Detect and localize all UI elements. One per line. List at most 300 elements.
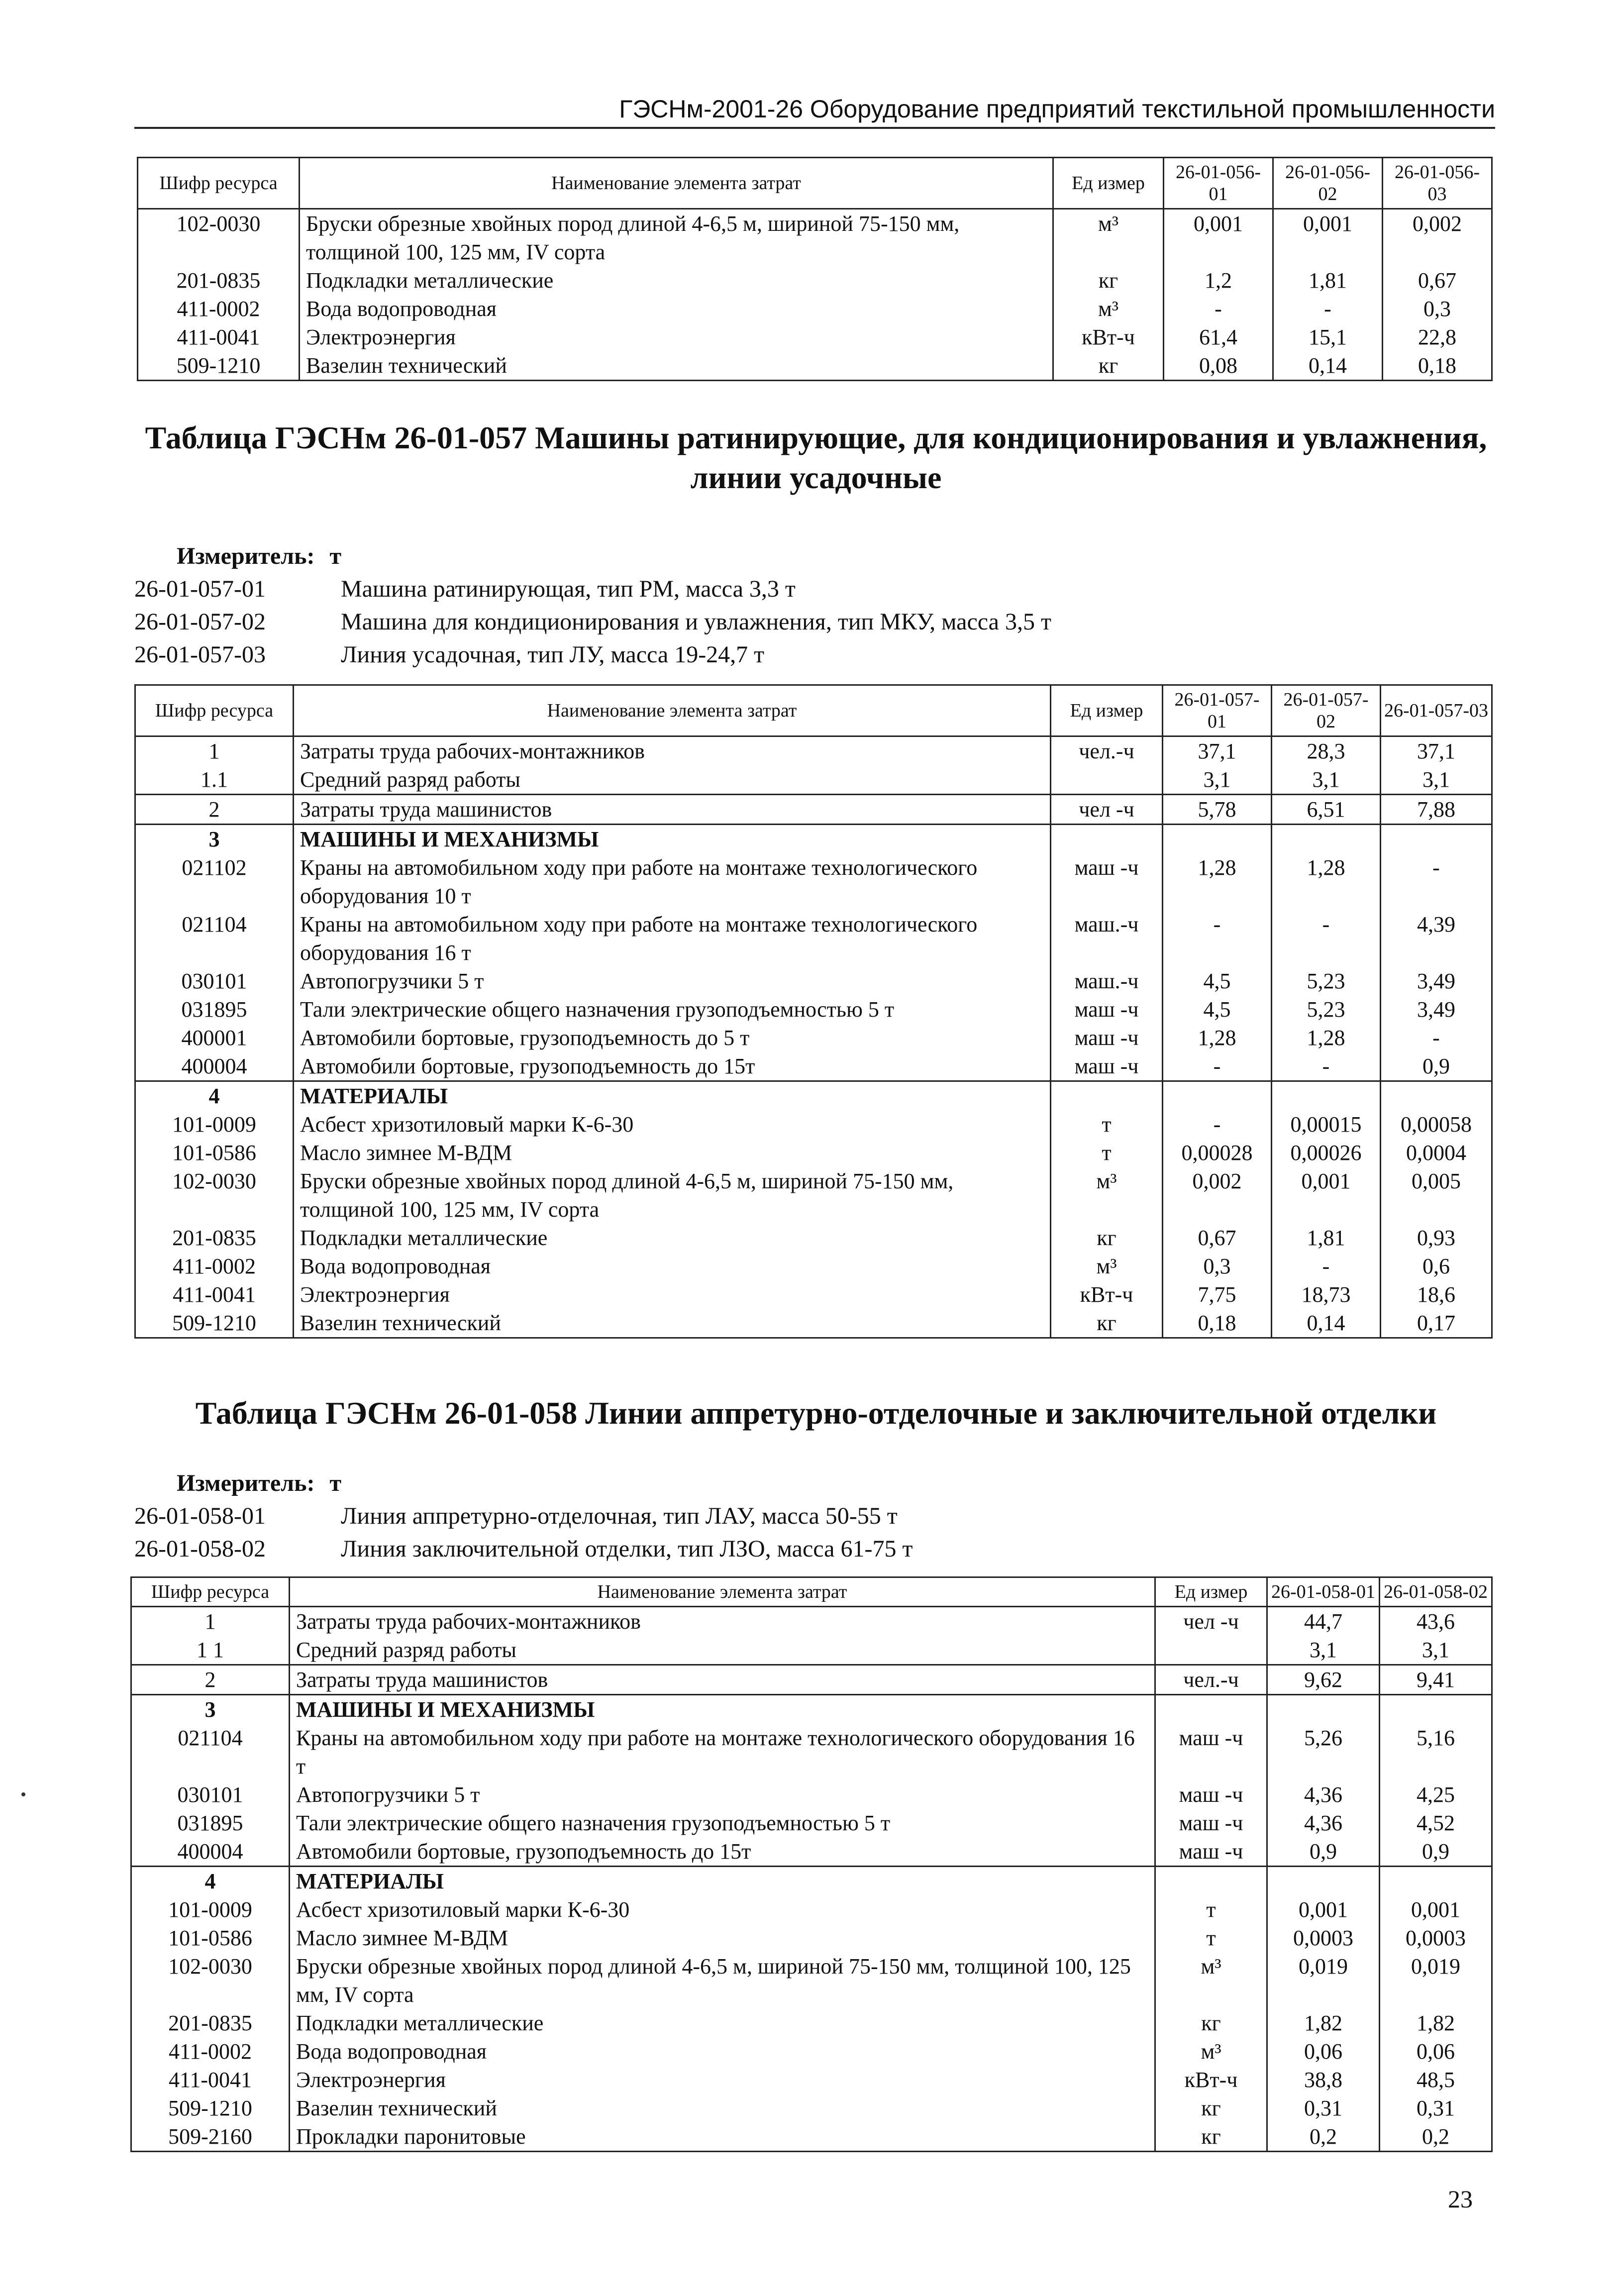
unit-cell: т — [1051, 1110, 1163, 1139]
table-row — [131, 1837, 1492, 1867]
page-number: 23 — [1448, 2185, 1473, 2213]
unit-cell: маш -ч — [1155, 1780, 1267, 1809]
table-row — [131, 2066, 1492, 2094]
value-cell: 9,41 — [1380, 1665, 1492, 1695]
value-cell: 1,2 — [1164, 266, 1273, 295]
item-description: Линия аппретурно-отделочная, тип ЛАУ, масса 50-55 т — [341, 1503, 898, 1529]
value-cell: 3,1 — [1163, 765, 1272, 795]
resource-code: 2 — [131, 1665, 290, 1695]
section-row — [131, 1695, 1492, 1724]
resource-name: Подкладки металлические — [290, 2009, 1155, 2037]
value-cell: 0,9 — [1381, 1052, 1492, 1081]
value-cell — [1267, 1695, 1380, 1724]
value-cell: 4,36 — [1267, 1780, 1380, 1809]
value-cell: 18,73 — [1272, 1280, 1381, 1309]
resource-name: Вазелин технический — [294, 1309, 1051, 1338]
value-cell: - — [1163, 910, 1272, 967]
value-cell: - — [1164, 295, 1273, 323]
value-cell: 0,06 — [1380, 2037, 1492, 2066]
item-description: Машина для кондиционирования и увлажнения, тип МКУ, масса 3,5 т — [341, 609, 1051, 635]
resource-name: Автопогрузчики 5 т — [290, 1780, 1155, 1809]
table-row — [131, 2009, 1492, 2037]
unit-cell — [1051, 825, 1163, 854]
value-cell: 1,28 — [1163, 1024, 1272, 1052]
resource-name: Подкладки металлические — [294, 1224, 1051, 1252]
meter-unit: т — [329, 543, 342, 569]
section-title-058: Таблица ГЭСНм 26-01-058 Линии аппретурно-отделочные и заключительной отделки — [195, 1395, 1437, 1431]
header-column-code: 26-01-058-01 — [1267, 1577, 1380, 1607]
header-column-code: 26-01-058-02 — [1380, 1577, 1492, 1607]
value-cell: 0,9 — [1380, 1837, 1492, 1867]
resource-code: 411-0041 — [138, 323, 300, 351]
value-cell — [1163, 825, 1272, 854]
resource-code: 509-2160 — [131, 2122, 290, 2152]
value-cell: 0,3 — [1163, 1252, 1272, 1280]
value-cell: 0,06 — [1267, 2037, 1380, 2066]
resource-code: 101-0586 — [135, 1139, 294, 1167]
value-cell: 5,23 — [1272, 967, 1381, 995]
value-cell: 0,14 — [1273, 351, 1383, 381]
resource-name: Бруски обрезные хвойных пород длиной 4-6,5 м, шириной 75-150 мм, толщиной 100, 125 мм, IV сорта — [290, 1952, 1155, 2009]
value-cell: 3,1 — [1267, 1636, 1380, 1665]
value-cell: 1,81 — [1272, 1224, 1381, 1252]
resource-name: Бруски обрезные хвойных пород длиной 4-6,5 м, шириной 75-150 мм, толщиной 100, 125 мм, IV сорта — [294, 1167, 1051, 1224]
resource-name: Краны на автомобильном ходу при работе на монтаже технологического оборудования 16 т — [294, 910, 1051, 967]
resource-name: Краны на автомобильном ходу при работе на монтаже технологического оборудования 10 т — [294, 853, 1051, 910]
unit-cell: кВт-ч — [1051, 1280, 1163, 1309]
resource-code: 021104 — [135, 910, 294, 967]
value-cell: 0,019 — [1380, 1952, 1492, 2009]
value-cell: 1,81 — [1273, 266, 1383, 295]
table-row — [131, 1780, 1492, 1809]
section-row — [131, 1867, 1492, 1896]
table-row — [138, 323, 1492, 351]
resource-code: 030101 — [131, 1780, 290, 1809]
resource-code: 021102 — [135, 853, 294, 910]
unit-cell: кг — [1051, 1224, 1163, 1252]
resource-code: 101-0586 — [131, 1924, 290, 1952]
table-row — [135, 1167, 1492, 1224]
table-row — [135, 736, 1492, 766]
value-cell: 0,9 — [1267, 1837, 1380, 1867]
resource-code: 1 1 — [131, 1636, 290, 1665]
unit-cell: кг — [1051, 1309, 1163, 1338]
resource-name: Затраты труда рабочих-монтажников — [290, 1607, 1155, 1636]
header-unit: Ед измер — [1051, 685, 1163, 736]
table-row — [135, 1309, 1492, 1338]
value-cell: 0,18 — [1383, 351, 1492, 381]
meter-item — [134, 1533, 913, 1565]
value-cell: 0,2 — [1267, 2122, 1380, 2152]
value-cell: 0,001 — [1272, 1167, 1381, 1224]
resource-code: 411-0002 — [131, 2037, 290, 2066]
value-cell: 0,002 — [1163, 1167, 1272, 1224]
value-cell: 0,0003 — [1380, 1924, 1492, 1952]
resource-code: 201-0835 — [138, 266, 300, 295]
table-row — [131, 1895, 1492, 1924]
resource-name: Краны на автомобильном ходу при работе на монтаже технологического оборудования 16 т — [290, 1724, 1155, 1780]
resource-name: Подкладки металлические — [300, 266, 1053, 295]
unit-cell — [1051, 1081, 1163, 1111]
meter-block-058 — [134, 1467, 913, 1565]
unit-cell — [1155, 1636, 1267, 1665]
resource-name: Тали электрические общего назначения грузоподъемностью 5 т — [294, 995, 1051, 1024]
value-cell: 5,78 — [1163, 795, 1272, 825]
table-row — [135, 995, 1492, 1024]
value-cell: 5,26 — [1267, 1724, 1380, 1780]
value-cell: 1,28 — [1163, 853, 1272, 910]
resource-name: Электроэнергия — [300, 323, 1053, 351]
table-row — [131, 1607, 1492, 1636]
unit-cell: маш -ч — [1051, 995, 1163, 1024]
value-cell — [1381, 825, 1492, 854]
resource-name: Затраты труда машинистов — [294, 795, 1051, 825]
resource-code: 3 — [135, 825, 294, 854]
unit-cell: кг — [1053, 351, 1164, 381]
meter-label: Измеритель: — [177, 1470, 315, 1496]
resource-table-058 — [130, 1576, 1493, 2152]
value-cell: 1,82 — [1380, 2009, 1492, 2037]
resource-code: 411-0002 — [135, 1252, 294, 1280]
resource-name: Вода водопроводная — [290, 2037, 1155, 2066]
header-column-code: 26-01-056-01 — [1164, 158, 1273, 209]
unit-cell: м³ — [1053, 295, 1164, 323]
value-cell — [1267, 1867, 1380, 1896]
value-cell: 38,8 — [1267, 2066, 1380, 2094]
value-cell: 5,16 — [1380, 1724, 1492, 1780]
value-cell: 0,005 — [1381, 1167, 1492, 1224]
value-cell: 0,0004 — [1381, 1139, 1492, 1167]
value-cell: 0,67 — [1383, 266, 1492, 295]
resource-code: 411-0041 — [131, 2066, 290, 2094]
meter-item — [134, 573, 1051, 606]
unit-cell: кг — [1155, 2009, 1267, 2037]
value-cell: 0,31 — [1380, 2094, 1492, 2122]
value-cell: 0,6 — [1381, 1252, 1492, 1280]
table-row — [135, 910, 1492, 967]
unit-cell: м³ — [1155, 2037, 1267, 2066]
section-row — [135, 1081, 1492, 1111]
resource-code: 102-0030 — [138, 209, 300, 267]
table-row — [138, 295, 1492, 323]
resource-code: 101-0009 — [131, 1895, 290, 1924]
resource-code: 021104 — [131, 1724, 290, 1780]
item-code: 26-01-058-01 — [134, 1503, 266, 1529]
value-cell: 0,67 — [1163, 1224, 1272, 1252]
resource-code: 031895 — [131, 1809, 290, 1837]
meter-item — [134, 606, 1051, 638]
unit-cell: кг — [1155, 2122, 1267, 2152]
value-cell: 7,75 — [1163, 1280, 1272, 1309]
value-cell: 3,1 — [1272, 765, 1381, 795]
value-cell: 0,18 — [1163, 1309, 1272, 1338]
header-code: Шифр ресурса — [135, 685, 294, 736]
resource-name: Вазелин технический — [290, 2094, 1155, 2122]
table-row — [135, 1139, 1492, 1167]
table-row — [135, 1110, 1492, 1139]
unit-cell: м³ — [1155, 1952, 1267, 2009]
unit-cell: чел -ч — [1051, 795, 1163, 825]
meter-label: Измеритель: — [177, 543, 315, 569]
header-unit: Ед измер — [1053, 158, 1164, 209]
unit-cell: маш -ч — [1155, 1724, 1267, 1780]
resource-code: 400004 — [135, 1052, 294, 1081]
header-name: Наименование элемента затрат — [290, 1577, 1155, 1607]
value-cell: 37,1 — [1163, 736, 1272, 766]
resource-code: 2 — [135, 795, 294, 825]
resource-code: 3 — [131, 1695, 290, 1724]
item-code: 26-01-057-01 — [134, 576, 266, 602]
value-cell: 0,00015 — [1272, 1110, 1381, 1139]
table-row — [131, 1952, 1492, 2009]
value-cell: 4,5 — [1163, 967, 1272, 995]
header-column-code: 26-01-057-01 — [1163, 685, 1272, 736]
unit-cell: маш.-ч — [1051, 967, 1163, 995]
value-cell: 43,6 — [1380, 1607, 1492, 1636]
value-cell: 0,00028 — [1163, 1139, 1272, 1167]
table-row — [135, 1052, 1492, 1081]
resource-name: МАТЕРИАЛЫ — [290, 1867, 1155, 1896]
unit-cell: чел -ч — [1155, 1607, 1267, 1636]
resource-code: 102-0030 — [131, 1952, 290, 2009]
unit-cell: м³ — [1051, 1252, 1163, 1280]
meter-unit: т — [329, 1470, 342, 1496]
value-cell: 44,7 — [1267, 1607, 1380, 1636]
header-unit: Ед измер — [1155, 1577, 1267, 1607]
unit-cell: м³ — [1051, 1167, 1163, 1224]
resource-code: 1.1 — [135, 765, 294, 795]
resource-name: Автопогрузчики 5 т — [294, 967, 1051, 995]
resource-name: Электроэнергия — [290, 2066, 1155, 2094]
table-row — [135, 967, 1492, 995]
value-cell: 7,88 — [1381, 795, 1492, 825]
table-header-row — [131, 1577, 1492, 1607]
resource-code: 102-0030 — [135, 1167, 294, 1224]
value-cell: 0,2 — [1380, 2122, 1492, 2152]
resource-name: Бруски обрезные хвойных пород длиной 4-6,5 м, шириной 75-150 мм, толщиной 100, 125 мм, IV сорта — [300, 209, 1053, 267]
meter-item — [134, 638, 1051, 671]
table-row — [131, 1724, 1492, 1780]
value-cell: 28,3 — [1272, 736, 1381, 766]
table-row — [138, 266, 1492, 295]
value-cell: - — [1163, 1052, 1272, 1081]
value-cell: 61,4 — [1164, 323, 1273, 351]
table-row — [131, 1809, 1492, 1837]
resource-name: Прокладки паронитовые — [290, 2122, 1155, 2152]
table-row — [131, 2122, 1492, 2152]
meter-line — [134, 1467, 913, 1500]
value-cell: 4,52 — [1380, 1809, 1492, 1837]
resource-name: Автомобили бортовые, грузоподъемность до 5 т — [294, 1024, 1051, 1052]
value-cell: 0,00026 — [1272, 1139, 1381, 1167]
unit-cell: кВт-ч — [1053, 323, 1164, 351]
value-cell: 0,0003 — [1267, 1924, 1380, 1952]
value-cell: 48,5 — [1380, 2066, 1492, 2094]
value-cell — [1380, 1867, 1492, 1896]
resource-code: 4 — [131, 1867, 290, 1896]
value-cell: 0,14 — [1272, 1309, 1381, 1338]
unit-cell: маш.-ч — [1051, 910, 1163, 967]
resource-code: 031895 — [135, 995, 294, 1024]
value-cell: - — [1272, 1252, 1381, 1280]
table-row — [135, 1252, 1492, 1280]
unit-cell: м³ — [1053, 209, 1164, 267]
table-row — [135, 1280, 1492, 1309]
table-row — [138, 351, 1492, 381]
unit-cell: кВт-ч — [1155, 2066, 1267, 2094]
table-row — [131, 1924, 1492, 1952]
resource-name: Масло зимнее М-ВДМ — [294, 1139, 1051, 1167]
resource-code: 101-0009 — [135, 1110, 294, 1139]
resource-code: 030101 — [135, 967, 294, 995]
value-cell: 0,00058 — [1381, 1110, 1492, 1139]
item-description: Машина ратинирующая, тип РМ, масса 3,3 т — [341, 576, 796, 602]
resource-code: 400001 — [135, 1024, 294, 1052]
value-cell: 18,6 — [1381, 1280, 1492, 1309]
resource-table-057 — [134, 684, 1493, 1339]
unit-cell — [1155, 1695, 1267, 1724]
header-column-code: 26-01-057-03 — [1381, 685, 1492, 736]
table-row — [131, 2094, 1492, 2122]
resource-code: 1 — [131, 1607, 290, 1636]
unit-cell: т — [1051, 1139, 1163, 1167]
value-cell: - — [1272, 910, 1381, 967]
item-code: 26-01-057-02 — [134, 609, 266, 635]
unit-cell: маш -ч — [1051, 1024, 1163, 1052]
unit-cell: маш -ч — [1155, 1837, 1267, 1867]
resource-name: МАШИНЫ И МЕХАНИЗМЫ — [294, 825, 1051, 854]
unit-cell: маш -ч — [1155, 1809, 1267, 1837]
value-cell: 0,001 — [1164, 209, 1273, 267]
header-code: Шифр ресурса — [131, 1577, 290, 1607]
unit-cell: т — [1155, 1924, 1267, 1952]
value-cell: 4,25 — [1380, 1780, 1492, 1809]
value-cell: - — [1163, 1110, 1272, 1139]
resource-name: Затраты труда машинистов — [290, 1665, 1155, 1695]
resource-name: МАТЕРИАЛЫ — [294, 1081, 1051, 1111]
value-cell: 0,17 — [1381, 1309, 1492, 1338]
value-cell — [1380, 1695, 1492, 1724]
value-cell: 5,23 — [1272, 995, 1381, 1024]
meter-block-057 — [134, 540, 1051, 671]
value-cell: 3,49 — [1381, 967, 1492, 995]
section-title-057: Таблица ГЭСНм 26-01-057 Машины ратинирующие, для кондиционирования и увлажнения, линии усадочные — [145, 420, 1487, 495]
unit-cell — [1155, 1867, 1267, 1896]
value-cell: - — [1273, 295, 1383, 323]
value-cell: 0,93 — [1381, 1224, 1492, 1252]
table-row — [135, 795, 1492, 825]
value-cell: 1,28 — [1272, 1024, 1381, 1052]
header-name: Наименование элемента затрат — [294, 685, 1051, 736]
resource-name: Вода водопроводная — [294, 1252, 1051, 1280]
resource-name: Асбест хризотиловый марки К-6-30 — [294, 1110, 1051, 1139]
value-cell — [1272, 825, 1381, 854]
resource-name: Тали электрические общего назначения грузоподъемностью 5 т — [290, 1809, 1155, 1837]
value-cell: - — [1381, 1024, 1492, 1052]
item-description: Линия усадочная, тип ЛУ, масса 19-24,7 т — [341, 641, 765, 668]
value-cell: 0,001 — [1273, 209, 1383, 267]
table-row — [135, 1024, 1492, 1052]
value-cell: - — [1272, 1052, 1381, 1081]
value-cell — [1163, 1081, 1272, 1111]
resource-code: 201-0835 — [135, 1224, 294, 1252]
resource-name: Автомобили бортовые, грузоподъемность до 15т — [290, 1837, 1155, 1867]
scan-dot — [21, 1792, 25, 1796]
value-cell: 3,1 — [1380, 1636, 1492, 1665]
item-code: 26-01-057-03 — [134, 641, 266, 668]
table-row — [135, 853, 1492, 910]
value-cell: 6,51 — [1272, 795, 1381, 825]
table-row — [131, 1665, 1492, 1695]
resource-name: Вазелин технический — [300, 351, 1053, 381]
table-row — [131, 2037, 1492, 2066]
resource-name: Средний разряд работы — [294, 765, 1051, 795]
value-cell: 0,002 — [1383, 209, 1492, 267]
value-cell: 0,001 — [1267, 1895, 1380, 1924]
value-cell — [1272, 1081, 1381, 1111]
value-cell: 0,019 — [1267, 1952, 1380, 2009]
value-cell: 9,62 — [1267, 1665, 1380, 1695]
value-cell — [1381, 1081, 1492, 1111]
value-cell: 0,001 — [1380, 1895, 1492, 1924]
item-code: 26-01-058-02 — [134, 1536, 266, 1562]
value-cell: 3,1 — [1381, 765, 1492, 795]
value-cell: 1,82 — [1267, 2009, 1380, 2037]
meter-item — [134, 1500, 913, 1533]
header-code: Шифр ресурса — [138, 158, 300, 209]
unit-cell: маш -ч — [1051, 853, 1163, 910]
resource-name: Вода водопроводная — [300, 295, 1053, 323]
table-row — [138, 209, 1492, 267]
unit-cell: кг — [1053, 266, 1164, 295]
header-column-code: 26-01-056-02 — [1273, 158, 1383, 209]
resource-code: 4 — [135, 1081, 294, 1111]
resource-code: 201-0835 — [131, 2009, 290, 2037]
table-row — [135, 1224, 1492, 1252]
resource-name: Электроэнергия — [294, 1280, 1051, 1309]
table-header-row — [138, 158, 1492, 209]
header-name: Наименование элемента затрат — [300, 158, 1053, 209]
value-cell: 4,39 — [1381, 910, 1492, 967]
value-cell: 1,28 — [1272, 853, 1381, 910]
resource-code: 411-0002 — [138, 295, 300, 323]
unit-cell — [1051, 765, 1163, 795]
value-cell: 0,08 — [1164, 351, 1273, 381]
unit-cell: чел.-ч — [1051, 736, 1163, 766]
unit-cell: чел.-ч — [1155, 1665, 1267, 1695]
section-row — [135, 825, 1492, 854]
resource-code: 509-1210 — [131, 2094, 290, 2122]
resource-name: Масло зимнее М-ВДМ — [290, 1924, 1155, 1952]
value-cell: 4,5 — [1163, 995, 1272, 1024]
value-cell: 3,49 — [1381, 995, 1492, 1024]
resource-name: Автомобили бортовые, грузоподъемность до 15т — [294, 1052, 1051, 1081]
resource-name: МАШИНЫ И МЕХАНИЗМЫ — [290, 1695, 1155, 1724]
value-cell: - — [1381, 853, 1492, 910]
resource-table-056 — [137, 157, 1493, 381]
unit-cell: т — [1155, 1895, 1267, 1924]
resource-name: Средний разряд работы — [290, 1636, 1155, 1665]
resource-code: 411-0041 — [135, 1280, 294, 1309]
table-row — [135, 765, 1492, 795]
item-description: Линия заключительной отделки, тип ЛЗО, масса 61-75 т — [341, 1536, 913, 1562]
resource-code: 509-1210 — [135, 1309, 294, 1338]
resource-name: Асбест хризотиловый марки К-6-30 — [290, 1895, 1155, 1924]
unit-cell: маш -ч — [1051, 1052, 1163, 1081]
value-cell: 22,8 — [1383, 323, 1492, 351]
value-cell: 15,1 — [1273, 323, 1383, 351]
value-cell: 0,3 — [1383, 295, 1492, 323]
